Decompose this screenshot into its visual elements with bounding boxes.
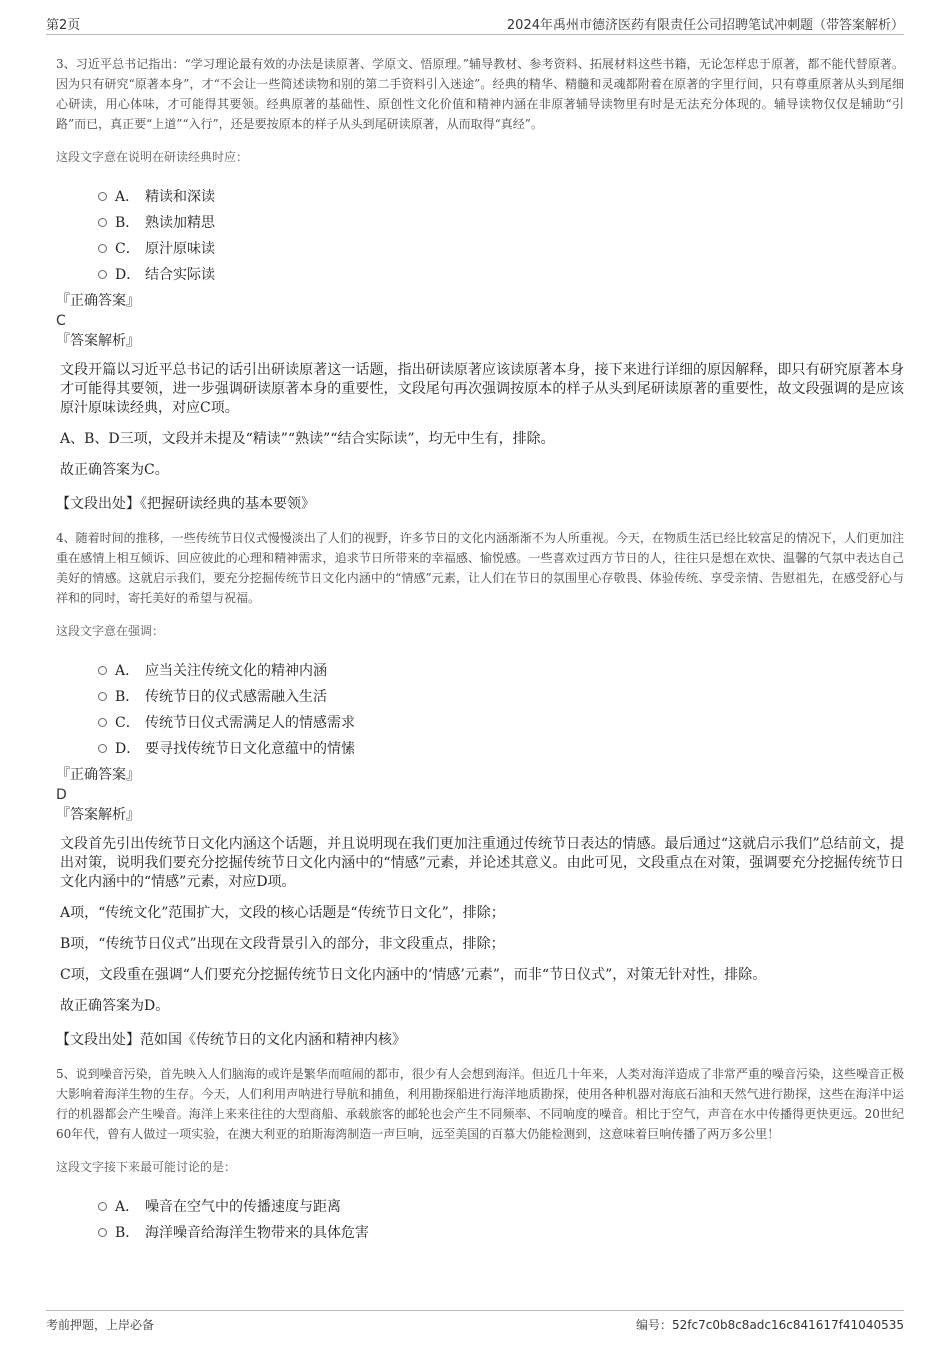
question-5 <box>56 1064 904 1245</box>
question-stem: 这段文字意在说明在研读经典时应： <box>56 150 249 164</box>
analysis-paragraph: B项，“传统节日仪式”出现在文段背景引入的部分，非文段重点，排除； <box>60 936 505 952</box>
analysis-paragraph: 故正确答案为D。 <box>60 998 170 1014</box>
radio-icon[interactable] <box>98 244 107 253</box>
analysis-label: 『答案解析』 <box>56 333 140 349</box>
answer-label: 『正确答案』 <box>56 293 140 309</box>
option-b[interactable]: B． 熟读加精思 <box>98 209 904 235</box>
option-a[interactable]: A． 噪音在空气中的传播速度与距离 <box>98 1193 904 1219</box>
source-citation: 【文段出处】《把握研读经典的基本要领》 <box>56 496 315 512</box>
page-header <box>46 12 904 35</box>
radio-icon[interactable] <box>98 270 107 279</box>
question-3 <box>56 54 904 514</box>
analysis-paragraph: C项，文段重在强调“人们要充分挖掘传统节日文化内涵中的‘情感’元素”，而非“节日仪式”，对策无针对性，排除。 <box>60 967 767 983</box>
document-title: 2024年禹州市德济医药有限责任公司招聘笔试冲刺题（带答案解析） <box>506 17 904 33</box>
options-list <box>98 657 904 761</box>
option-d[interactable]: D． 结合实际读 <box>98 261 904 287</box>
answer-value: C <box>56 313 66 329</box>
radio-icon[interactable] <box>98 744 107 753</box>
option-a[interactable]: A． 精读和深读 <box>98 183 904 209</box>
analysis-paragraph: A、B、D三项，文段并未提及“精读”“熟读”“结合实际读”，均无中生有，排除。 <box>60 431 555 447</box>
radio-icon[interactable] <box>98 666 107 675</box>
option-b[interactable]: B． 海洋噪音给海洋生物带来的具体危害 <box>98 1219 904 1245</box>
page-content <box>56 54 904 1245</box>
question-text: 4、随着时间的推移，一些传统节日仪式慢慢淡出了人们的视野，许多节日的文化内涵渐渐不为人所重视。今天，在物质生活已经比较富足的情况下，人们更加注重在感情上相互倾诉、回应彼此的心理和精神需求，追求节日所带来的幸福感、愉悦感。一些喜欢过西方节日的人，往往只是想在欢快、温馨的气氛中表达自己美好的情感。这就启示我们，要充分挖掘传统节日文化内涵中的“情感”元素，让人们在节日的氛围里心存敬畏、体验传统、享受亲情、告慰祖先，在感受舒心与祥和的同时，寄托美好的希望与祝福。 <box>56 531 904 605</box>
document-code: 编号：52fc7c0b8c8adc16c841617f41040535 <box>635 1318 904 1332</box>
analysis-paragraph: A项，“传统文化”范围扩大，文段的核心话题是“传统节日文化”，排除； <box>60 905 505 921</box>
options-list <box>98 1193 904 1245</box>
radio-icon[interactable] <box>98 718 107 727</box>
analysis-paragraph: 故正确答案为C。 <box>60 462 169 478</box>
option-b[interactable]: B． 传统节日的仪式感需融入生活 <box>98 683 904 709</box>
radio-icon[interactable] <box>98 1228 107 1237</box>
options-list <box>98 183 904 287</box>
analysis-paragraph: 文段开篇以习近平总书记的话引出研读原著这一话题，指出研读原著应该读原著本身，接下来进行详细的原因解释，即只有研究原著本身才可能得其要领，进一步强调研读原著本身的重要性，文段尾句再次强调按原本的样子从头到尾研读原著的重要性，故文段强调的是应该原汁原味读经典，对应C项。 <box>60 362 904 416</box>
radio-icon[interactable] <box>98 692 107 701</box>
option-a[interactable]: A． 应当关注传统文化的精神内涵 <box>98 657 904 683</box>
question-4 <box>56 528 904 1050</box>
option-c[interactable]: C． 传统节日仪式需满足人的情感需求 <box>98 709 904 735</box>
option-c[interactable]: C． 原汁原味读 <box>98 235 904 261</box>
question-text: 3、习近平总书记指出：“学习理论最有效的办法是读原著、学原文、悟原理。”辅导教材、参考资料、拓展材料这些书籍，无论怎样忠于原著，都不能代替原著。因为只有研究“原著本身”，才“不会让一些简述读物和别的第二手资料引入迷途”。经典的精华、精髓和灵魂都附着在原著的字里行间，只有尊重原著从头到尾细心研读，用心体味，才可能得其要领。经典原著的基础性、原创性文化价值和精神内涵在非原著辅导读物里有时是无法充分体现的。辅导读物仅仅是辅助“引路”而已，真正要“上道”“入行”，还是要按原本的样子从头到尾研读原著，从而取得“真经”。 <box>56 57 904 131</box>
question-text: 5、说到噪音污染，首先映入人们脑海的或许是繁华而喧闹的都市，很少有人会想到海洋。但近几十年来，人类对海洋造成了非常严重的噪音污染，这些噪音正极大影响着海洋生物的生存。今天，人们利用声呐进行导航和捕鱼，利用勘探船进行海洋地质勘探，使用各种机器对海底石油和天然气进行勘探，这些在海洋中运行的机器都会产生噪音。海洋上来来往往的大型商船、承载旅客的邮轮也会产生不同频率、不同响度的噪音。相比于空气，声音在水中传播得更快更远。20世纪60年代，曾有人做过一项实验，在澳大利亚的珀斯海湾制造一声巨响，远至美国的百慕大仍能检测到，这意味着巨响传播了两万多公里！ <box>56 1067 904 1141</box>
page-footer <box>46 1310 904 1333</box>
source-citation: 【文段出处】范如国《传统节日的文化内涵和精神内核》 <box>56 1032 406 1048</box>
radio-icon[interactable] <box>98 218 107 227</box>
option-d[interactable]: D． 要寻找传统节日文化意蕴中的情愫 <box>98 735 904 761</box>
answer-value: D <box>56 787 67 803</box>
answer-label: 『正确答案』 <box>56 767 140 783</box>
radio-icon[interactable] <box>98 1202 107 1211</box>
analysis-label: 『答案解析』 <box>56 807 140 823</box>
question-stem: 这段文字意在强调： <box>56 624 165 638</box>
question-stem: 这段文字接下来最可能讨论的是： <box>56 1160 237 1174</box>
analysis-paragraph: 文段首先引出传统节日文化内涵这个话题，并且说明现在我们更加注重通过传统节日表达的情感。最后通过“这就启示我们”总结前文，提出对策，说明我们要充分挖掘传统节日文化内涵中的“情感”元素，并论述其意义。由此可见，文段重点在对策，强调要充分挖掘传统节日文化内涵中的“情感”元素，对应D项。 <box>60 836 904 890</box>
footer-slogan: 考前押题，上岸必备 <box>46 1318 155 1332</box>
radio-icon[interactable] <box>98 192 107 201</box>
page-number: 第2页 <box>46 17 81 33</box>
